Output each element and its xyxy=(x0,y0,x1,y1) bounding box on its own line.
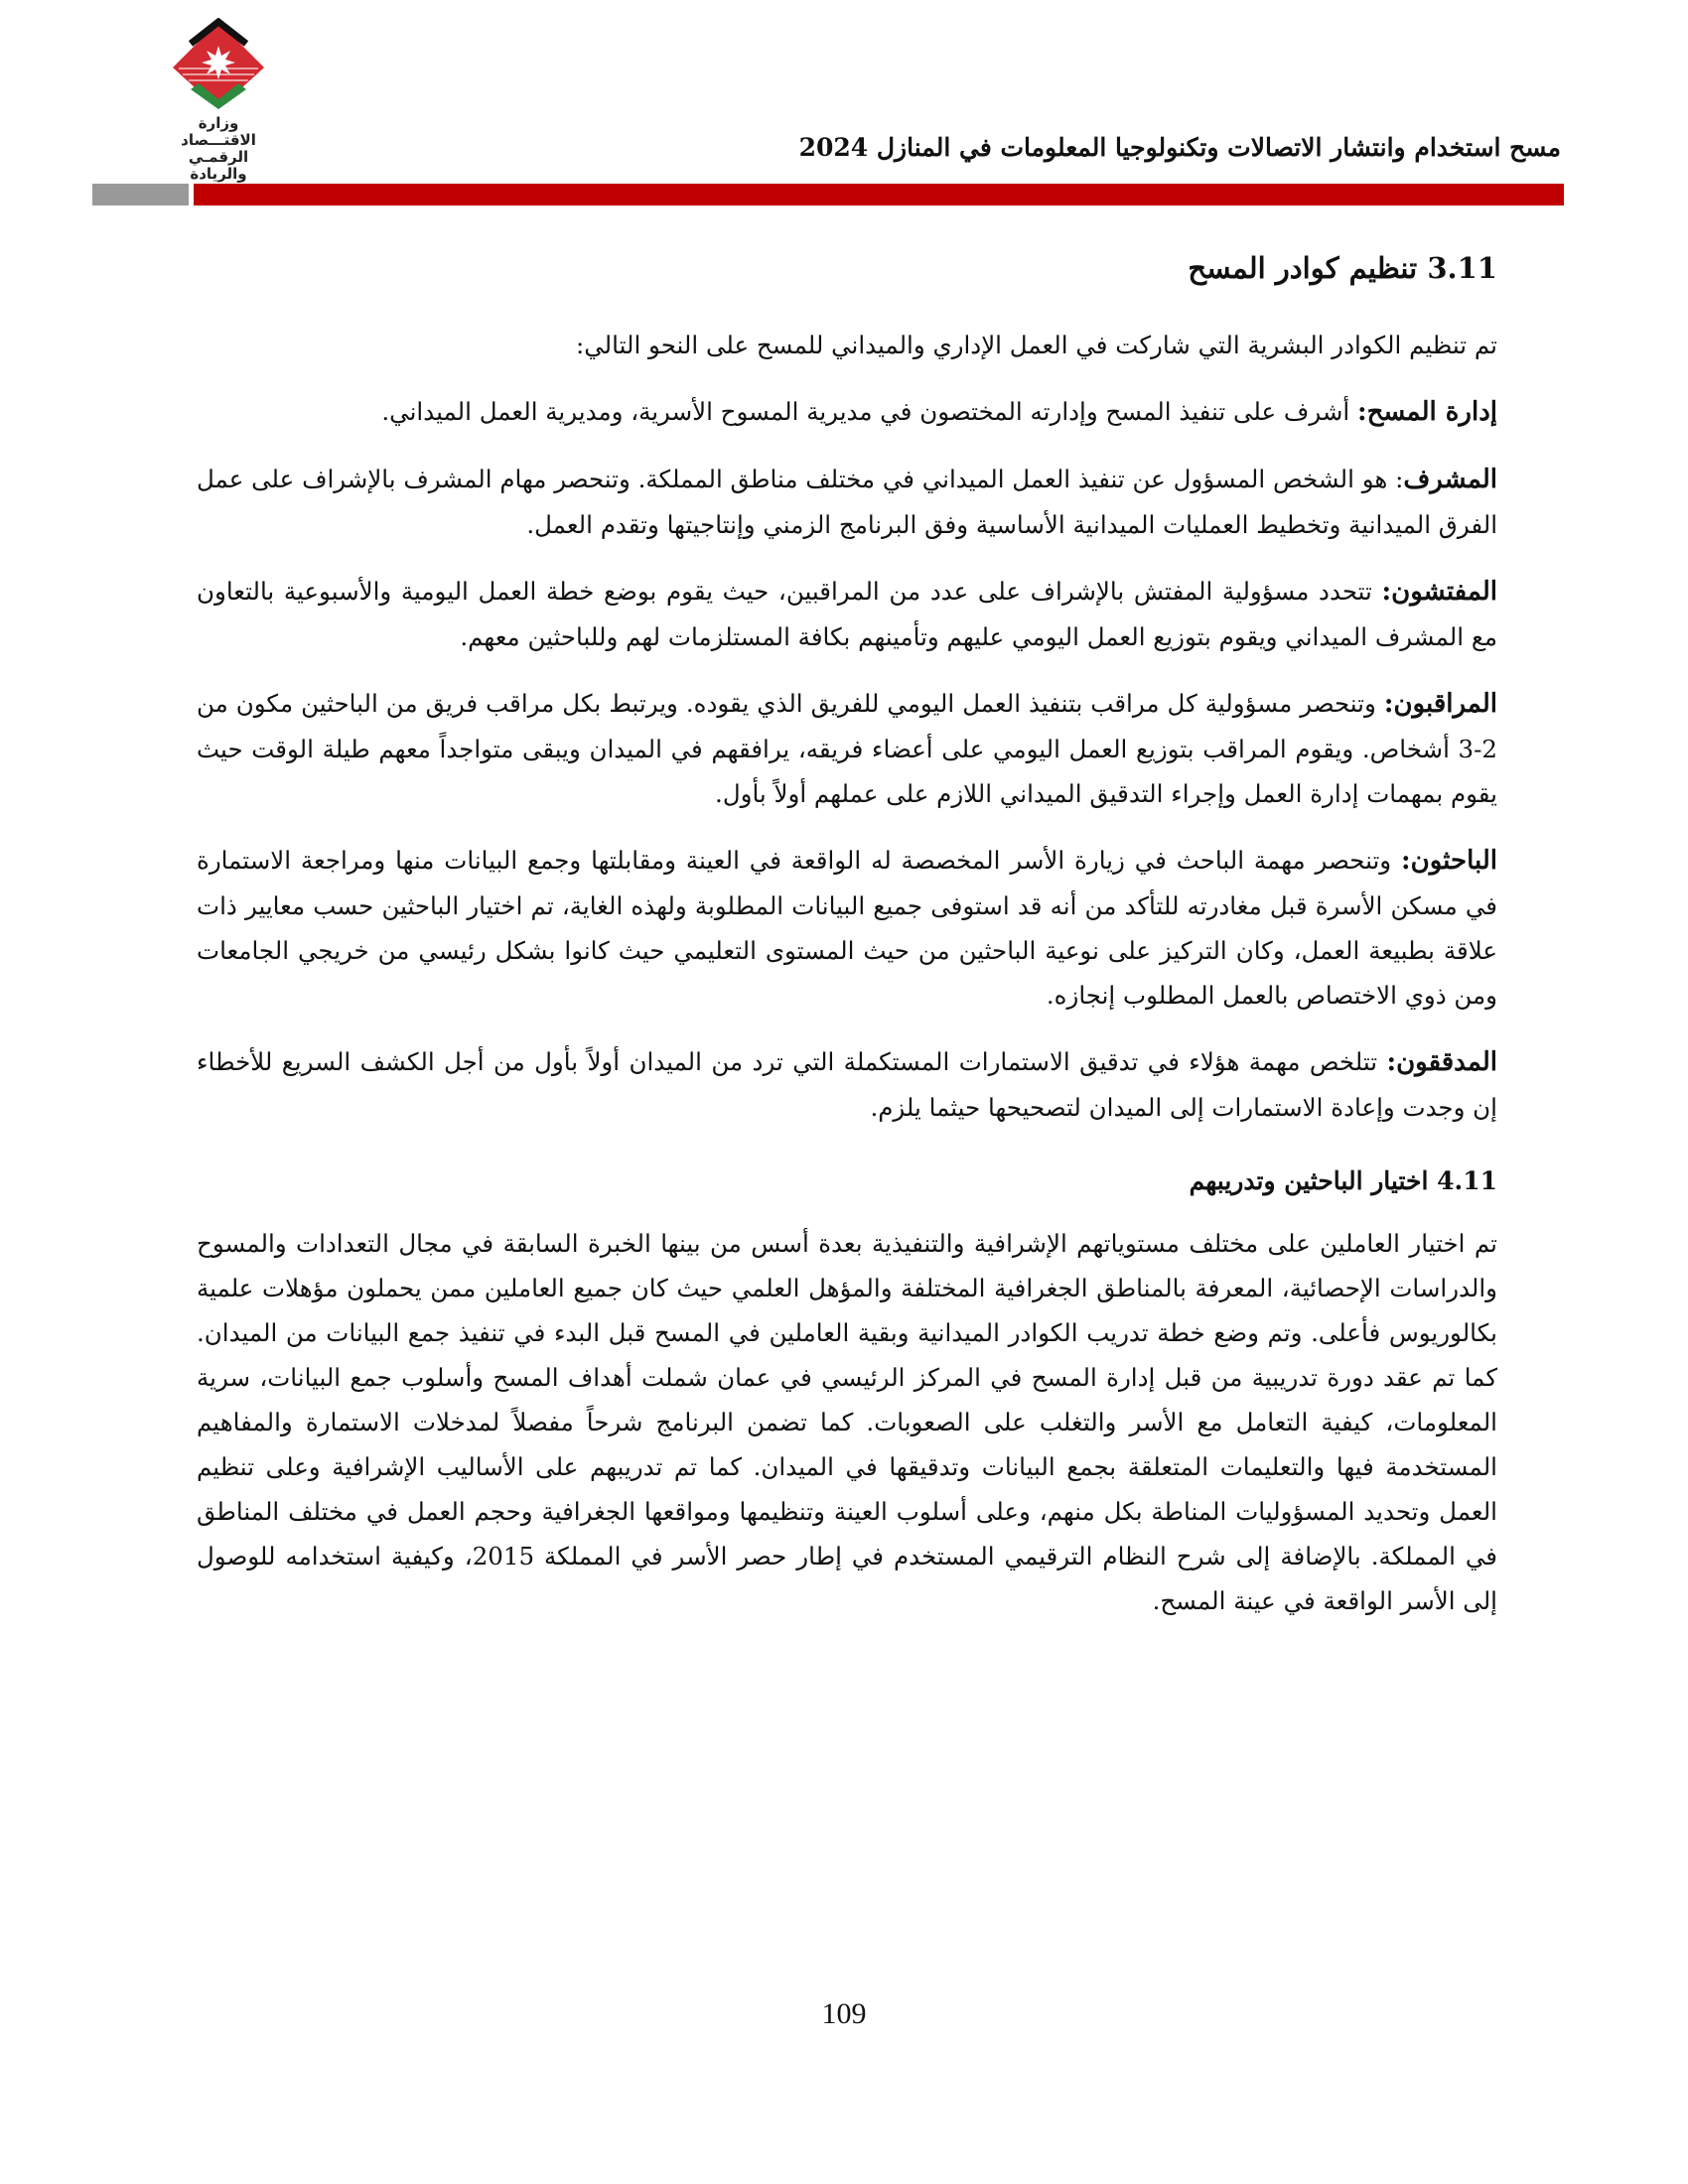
role-term: المدققون: xyxy=(1386,1047,1497,1077)
role-inspectors xyxy=(197,569,1497,659)
header-gray-bar xyxy=(92,184,189,205)
role-researchers xyxy=(197,838,1497,1018)
role-description: تتحدد مسؤولية المفتش بالإشراف على عدد من المراقبين، حيث يقوم بوضع خطة العمل اليومية والأسبوعية بالتعاون مع المشرف الميداني ويقوم بتوزيع العمل اليومي عليهم وتأمينهم بكافة المستلزمات لهم وللباحثين معهم. xyxy=(197,577,1497,651)
section-body-training: تم اختيار العاملين على مختلف مستوياتهم الإشرافية والتنفيذية بعدة أسس من بينها الخبرة السابقة في مجال التعدادات والمسوح والدراسات الإحصائية، المعرفة بالمناطق الجغرافية المختلفة والمؤهل العلمي حيث كان جميع العاملين ممن يحملون مؤهلات علمية بكالوريوس فأعلى. وتم وضع خطة تدريب الكوادر الميدانية وبقية العاملين في المسح قبل البدء في تنفيذ جمع البيانات من الميدان. كما تم عقد دورة تدريبية من قبل إدارة المسح في المركز الرئيسي في عمان شملت أهداف المسح وأسلوب جمع البيانات، سرية المعلومات، كيفية التعامل مع الأسر والتغلب على الصعوبات. كما تضمن البرنامج شرحاً مفصلاً لمدخلات الاستمارة والمفاهيم المستخدمة فيها والتعليمات المتعلقة بجمع البيانات وتدقيقها في الميدان. كما تم تدريبهم على الأساليب الإشرافية وعلى تنظيم العمل وتحديد المسؤوليات المناطة بكل منهم، وعلى أسلوب العينة وتنظيمها ومواقعها الجغرافية وحجم العمل في مختلف المناطق في المملكة. بالإضافة إلى شرح النظام الترقيمي المستخدم في إطار حصر الأسر في المملكة 2015، وكيفية استخدامه للوصول إلى الأسر الواقعة في عينة المسح. xyxy=(197,1229,1498,1615)
section-heading-3-11: 3.11 تنظيم كوادر المسح xyxy=(1188,251,1497,285)
header-red-bar xyxy=(194,184,1564,205)
role-description: وتنحصر مسؤولية كل مراقب بتنفيذ العمل اليومي للفريق الذي يقوده. ويرتبط بكل مراقب فريق من الباحثين مكون من 2-3 أشخاص. ويقوم المراقب بتوزيع العمل اليومي على أعضاء فريقه، يرافقهم في الميدان ويبقى متواجداً معهم طيلة الوقت حيث يقوم بمهمات إدارة العمل وإجراء التدقيق الميداني اللازم على عملهم أولاً بأول. xyxy=(197,689,1497,808)
role-description: وتنحصر مهمة الباحث في زيارة الأسر المخصصة له الواقعة في العينة ومقابلتها وجمع البيانات منها ومراجعة الاستمارة في مسكن الأسرة قبل مغادرته للتأكد من أنه قد استوفى جميع البيانات المطلوبة ولهذه الغاية، تم اختيار الباحثين حسب معايير ذات علاقة بطبيعة العمل، وكان التركيز على نوعية الباحثين من حيث المستوى التعليمي حيث كانوا بشكل رئيسي من خريجي الجامعات ومن ذوي الاختصاص بالعمل المطلوب إنجازه. xyxy=(197,846,1497,1010)
role-description: : هو الشخص المسؤول عن تنفيذ العمل الميداني في مختلف مناطق المملكة. وتنحصر مهام المشرف بالإشراف على عمل الفرق الميدانية وتخطيط العمليات الميدانية الأساسية وفق البرنامج الزمني وإنتاجيتها وتقدم العمل. xyxy=(197,465,1497,539)
page-content xyxy=(197,238,1497,1645)
ministry-name xyxy=(159,115,278,183)
page-number: 109 xyxy=(821,1997,867,2030)
role-term: المراقبون: xyxy=(1383,689,1497,719)
section-intro: تم تنظيم الكوادر البشرية التي شاركت في العمل الإداري والميداني للمسح على النحو التالي: xyxy=(576,331,1497,359)
role-auditors xyxy=(197,1039,1497,1130)
role-survey-management xyxy=(197,389,1497,435)
jordan-diamond-star-logo-icon xyxy=(169,18,268,113)
role-term: المفتشون: xyxy=(1381,577,1497,607)
role-description: أشرف على تنفيذ المسح وإدارته المختصون في مديرية المسوح الأسرية، ومديرية العمل الميداني. xyxy=(381,397,1357,426)
running-header-title: مسح استخدام وانتشار الاتصالات وتكنولوجيا المعلومات في المنازل 2024 xyxy=(798,133,1561,162)
ministry-logo xyxy=(159,18,278,183)
role-term: إدارة المسح: xyxy=(1356,397,1497,427)
ministry-name-line1: وزارة الاقتـــصاد xyxy=(181,114,256,149)
role-term: الباحثون: xyxy=(1401,846,1497,876)
role-controllers xyxy=(197,681,1497,816)
role-description: تتلخص مهمة هؤلاء في تدقيق الاستمارات المستكملة التي ترد من الميدان أولاً بأول من أجل الكشف السريع للأخطاء إن وجدت وإعادة الاستمارات إلى الميدان لتصحيحها حيثما يلزم. xyxy=(197,1047,1497,1122)
section-heading-4-11: 4.11 اختيار الباحثين وتدريبهم xyxy=(1189,1166,1497,1195)
ministry-name-line2: الرقمـي والريادة xyxy=(188,148,249,183)
role-term: المشرف xyxy=(1403,465,1497,494)
role-supervisor xyxy=(197,457,1497,547)
